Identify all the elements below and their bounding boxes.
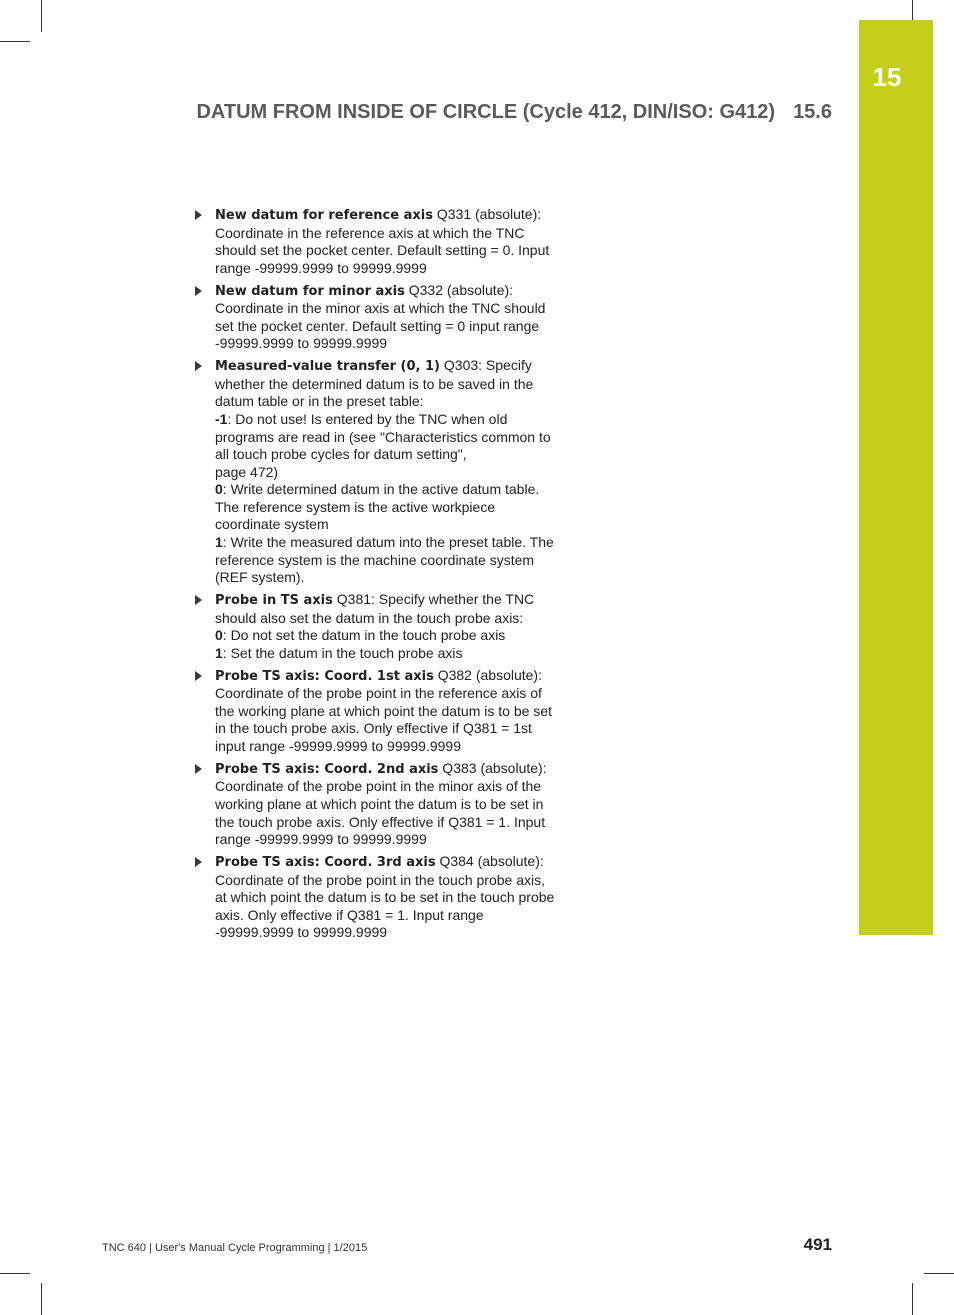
param-text: Q332 (absolute): Coordinate in the minor axis at which the TNC should set the pocket center. Default setting = 0 input range -99999.9999 to 99999.9999 xyxy=(215,281,546,352)
page-reference: page 472) xyxy=(215,463,279,480)
param-name: Measured-value transfer (0, 1) xyxy=(215,359,440,375)
option-line xyxy=(215,627,560,645)
list-item xyxy=(215,853,560,942)
crop-mark xyxy=(41,1283,42,1315)
triangle-bullet-icon xyxy=(195,595,202,605)
option-key: 0 xyxy=(215,627,223,644)
parameter-list xyxy=(215,206,560,946)
param-text: Q381: Specify whether the TNC should also set the datum in the touch probe axis: xyxy=(215,591,535,626)
option-text: : Set the datum in the touch probe axis xyxy=(222,644,463,661)
list-item xyxy=(215,760,560,849)
option-key: 0 xyxy=(215,481,223,498)
crop-mark xyxy=(0,1273,30,1274)
list-item xyxy=(215,206,560,277)
option-line xyxy=(215,481,560,534)
crop-mark xyxy=(912,0,913,20)
param-name: New datum for reference axis xyxy=(215,208,433,223)
triangle-bullet-icon xyxy=(195,671,202,681)
chapter-number: 15 xyxy=(872,62,902,92)
param-text: Q331 (absolute): Coordinate in the reference axis at which the TNC should set the pocket center. Default setting = 0. Input range -99999.9999 to 99999.9999 xyxy=(215,206,550,276)
param-text: Q384 (absolute): Coordinate of the probe point in the touch probe axis, at which point the datum is to be set in the touch probe axis. Only effective if Q381 = 1. Input range -99999.9999 to 99999.9999 xyxy=(215,852,555,941)
footer-text: TNC 640 | User's Manual Cycle Programming | 1/2015 xyxy=(102,1242,368,1254)
list-item xyxy=(215,357,560,587)
list-item xyxy=(215,591,560,662)
option-text: : Do not use! Is entered by the TNC when old programs are read in (see "Characteristics common to all touch probe cycles for datum setting", xyxy=(215,410,551,463)
param-name: New datum for minor axis xyxy=(215,283,405,299)
list-item xyxy=(215,282,560,353)
option-text: : Do not set the datum in the touch probe axis xyxy=(222,627,506,644)
option-key: 1 xyxy=(215,534,223,551)
triangle-bullet-icon xyxy=(195,857,202,867)
crop-mark xyxy=(924,1273,954,1274)
option-line xyxy=(215,534,560,587)
option-text: : Write the measured datum into the preset table. The reference system is the machine coordinate system (REF system). xyxy=(215,534,554,586)
header-title: DATUM FROM INSIDE OF CIRCLE (Cycle 412, DIN/ISO: G412) xyxy=(196,101,776,123)
param-name: Probe TS axis: Coord. 3rd axis xyxy=(215,854,436,870)
param-text: Q303: Specify whether the determined datum is to be saved in the datum table or in the preset table: xyxy=(215,357,534,410)
crop-mark xyxy=(41,0,42,32)
triangle-bullet-icon xyxy=(195,764,202,774)
param-text: Q382 (absolute): Coordinate of the probe point in the reference axis of the working plane at which point the datum is to be set in the touch probe axis. Only effective if Q381 = 1st input range -99999.9999 to 99999.9999 xyxy=(215,666,552,754)
triangle-bullet-icon xyxy=(195,286,202,296)
param-text: Q383 (absolute): Coordinate of the probe point in the minor axis of the working plane at which point the datum is to be set in the touch probe axis. Only effective if Q381 = 1. Input range -99999.9999 to 99999.9999 xyxy=(215,759,547,848)
param-name: Probe TS axis: Coord. 1st axis xyxy=(215,668,434,684)
list-item xyxy=(215,667,560,756)
option-line xyxy=(215,411,560,464)
option-line xyxy=(215,645,560,663)
option-key: 1 xyxy=(215,644,223,661)
header-section: 15.6 xyxy=(793,101,832,123)
crop-mark xyxy=(0,41,30,42)
option-key: -1 xyxy=(215,410,228,427)
running-header xyxy=(0,101,832,124)
page-number: 491 xyxy=(803,1235,832,1254)
option-text: : Write determined datum in the active datum table. The reference system is the active workpiece coordinate system xyxy=(215,481,540,533)
param-name: Probe in TS axis xyxy=(215,593,333,609)
chapter-tab xyxy=(859,20,933,935)
triangle-bullet-icon xyxy=(195,210,202,220)
triangle-bullet-icon xyxy=(195,361,202,371)
crop-mark xyxy=(912,1283,913,1315)
param-name: Probe TS axis: Coord. 2nd axis xyxy=(215,761,439,777)
